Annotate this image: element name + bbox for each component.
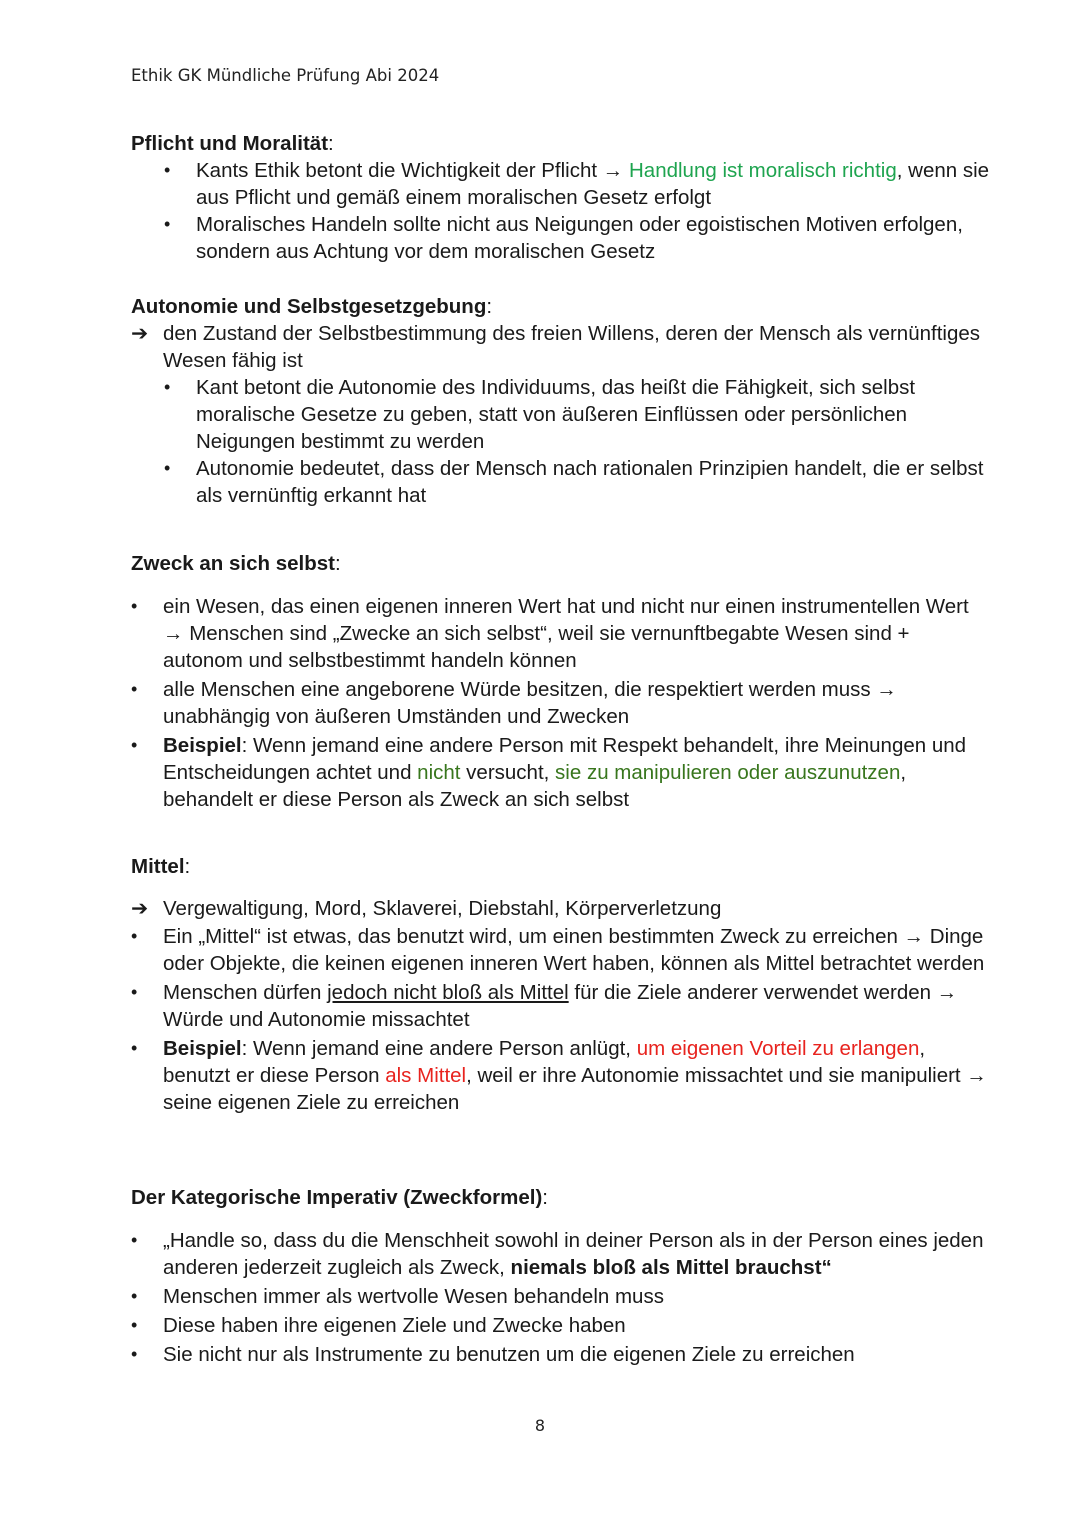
- list-item: • Beispiel: Wenn jemand eine andere Person anlügt, um eigenen Vorteil zu erlangen, benutzt er diese Person als Mittel, weil er ihre Autonomie missachtet und sie manipuliert → seine eigenen Ziele zu erreichen: [131, 1035, 991, 1116]
- list-item: • Moralisches Handeln sollte nicht aus Neigungen oder egoistischen Motiven erfolgen, sondern aus Achtung vor dem moralischen Gesetz: [131, 211, 991, 265]
- section-imperativ: [131, 1184, 991, 1368]
- list-item: • Kants Ethik betont die Wichtigkeit der Pflicht → Handlung ist moralisch richtig, wenn sie aus Pflicht und gemäß einem moralischen Gesetz erfolgt: [131, 157, 991, 211]
- section-heading: Autonomie und Selbstgesetzgebung:: [131, 295, 493, 318]
- list-item: • ein Wesen, das einen eigenen inneren Wert hat und nicht nur einen instrumentellen Wert → Menschen sind „Zwecke an sich selbst“, weil sie vernunftbegabte Wesen sind + autonom und selbstbestimmt handeln können: [131, 593, 991, 674]
- arrow-icon: ➔: [131, 322, 149, 345]
- list-item: • Kant betont die Autonomie des Individuums, das heißt die Fähigkeit, sich selbst moralische Gesetze zu geben, statt von äußeren Einflüssen oder persönlichen Neigungen bestimmt zu werden: [131, 374, 991, 455]
- bullet-list: [131, 923, 991, 1116]
- bullet-list: [131, 374, 991, 509]
- list-item: • Diese haben ihre eigenen Ziele und Zwecke haben: [131, 1312, 991, 1339]
- bullet-list: [131, 157, 991, 265]
- list-item: • Autonomie bedeutet, dass der Mensch nach rationalen Prinzipien handelt, die er selbst als vernünftig erkannt hat: [131, 455, 991, 509]
- list-item: • Menschen immer als wertvolle Wesen behandeln muss: [131, 1283, 991, 1310]
- list-item: • alle Menschen eine angeborene Würde besitzen, die respektiert werden muss → unabhängig von äußeren Umständen und Zwecken: [131, 676, 991, 730]
- section-heading: Pflicht und Moralität:: [131, 132, 334, 155]
- list-item: • „Handle so, dass du die Menschheit sowohl in deiner Person als in der Person eines jeden anderen jederzeit zugleich als Zweck, niemals bloß als Mittel brauchst“: [131, 1227, 991, 1281]
- bullet-list: [131, 593, 991, 813]
- page-header: Ethik GK Mündliche Prüfung Abi 2024: [131, 66, 440, 85]
- section-pflicht: [131, 130, 991, 265]
- list-item: • Menschen dürfen jedoch nicht bloß als Mittel für die Ziele anderer verwendet werden → Würde und Autonomie missachtet: [131, 979, 991, 1033]
- section-zweck: [131, 550, 991, 813]
- list-item: • Sie nicht nur als Instrumente zu benutzen um die eigenen Ziele zu erreichen: [131, 1341, 991, 1368]
- page-number: 8: [534, 1416, 546, 1435]
- bullet-list: [131, 1227, 991, 1368]
- section-heading: Zweck an sich selbst:: [131, 552, 341, 575]
- list-item: • Ein „Mittel“ ist etwas, das benutzt wird, um einen bestimmten Zweck zu erreichen → Dinge oder Objekte, die keinen eigenen inneren Wert haben, können als Mittel betrachtet werden: [131, 923, 991, 977]
- highlight-text: Handlung ist moralisch richtig: [628, 159, 897, 182]
- section-autonomie: [131, 293, 991, 509]
- section-heading: Mittel:: [131, 855, 191, 878]
- arrow-item: ➔ Vergewaltigung, Mord, Sklaverei, Diebstahl, Körperverletzung: [131, 897, 722, 920]
- section-heading: Der Kategorische Imperativ (Zweckformel):: [131, 1186, 548, 1209]
- arrow-icon: ➔: [131, 897, 149, 920]
- list-item: • Beispiel: Wenn jemand eine andere Person mit Respekt behandelt, ihre Meinungen und Entscheidungen achtet und nicht versucht, sie zu manipulieren oder auszunutzen, behandelt er diese Person als Zweck an sich selbst: [131, 732, 991, 813]
- section-mittel: [131, 853, 991, 1116]
- arrow-item: ➔ den Zustand der Selbstbestimmung des freien Willens, deren der Mensch als vernünftiges Wesen fähig ist: [131, 322, 981, 372]
